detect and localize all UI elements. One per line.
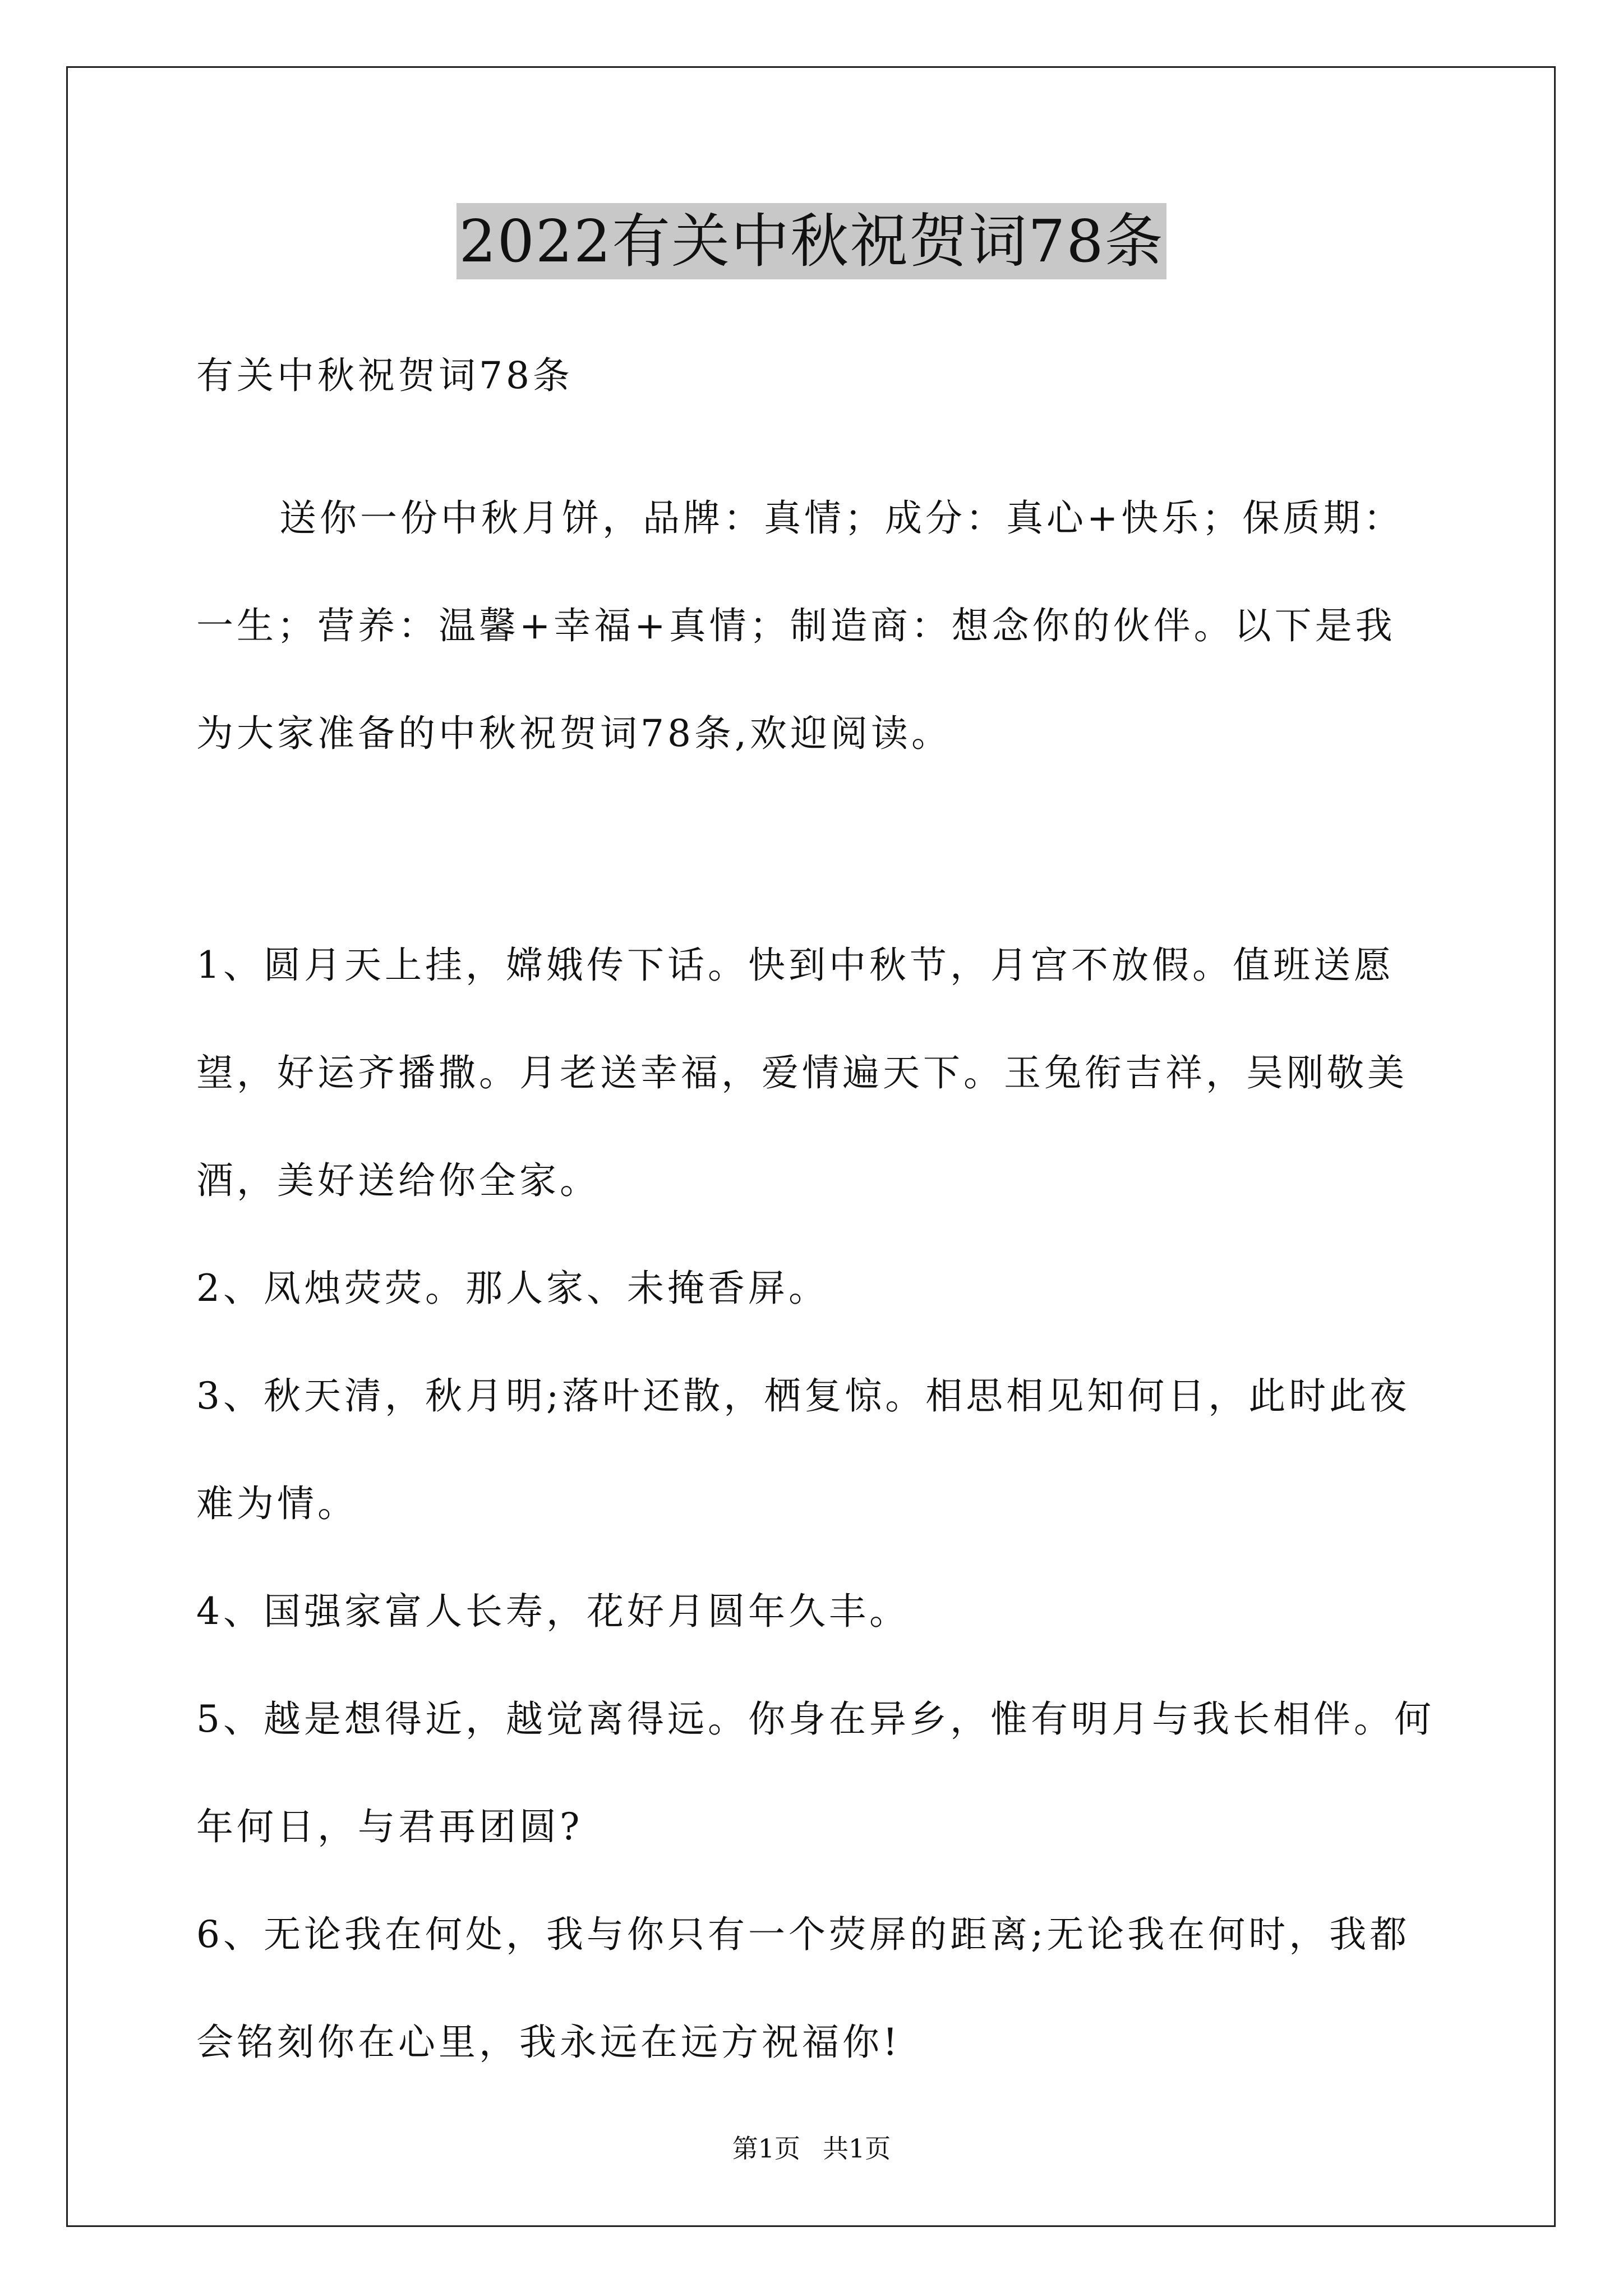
list-item: 4、国强家富人长寿，花好月圆年久丰。	[196, 1590, 910, 1633]
title-container	[0, 203, 1623, 279]
list-item: 3、秋天清，秋月明;落叶还散，栖复惊。相思相见知何日，此时此夜难为情。	[196, 1374, 1410, 1525]
list-item: 5、越是想得近，越觉离得远。你身在异乡，惟有明月与我长相伴。何年何日，与君再团圆?	[196, 1697, 1435, 1848]
page-number: 第1页	[732, 2133, 800, 2164]
list-item: 2、凤烛荧荧。那人家、未掩香屏。	[196, 1267, 829, 1310]
intro-paragraph: 送你一份中秋月饼，品牌：真情；成分：真心+快乐；保质期：一生；营养：温馨+幸福+真情；制造商：想念你的伙伴。以下是我为大家准备的中秋祝贺词78条,欢迎阅读。	[196, 496, 1404, 755]
page-total: 共1页	[823, 2133, 891, 2164]
document-title: 2022有关中秋祝贺词78条	[457, 203, 1166, 279]
greeting-list	[196, 912, 1436, 2096]
list-item: 6、无论我在何处，我与你只有一个荧屏的距离;无论我在何时，我都会铭刻你在心里，我永远在远方祝福你!	[196, 1913, 1410, 2064]
document-subtitle: 有关中秋祝贺词78条	[196, 354, 573, 397]
list-item: 1、圆月天上挂，嫦娥传下话。快到中秋节，月宫不放假。值班送愿望，好运齐播撒。月老送幸福，爱情遍天下。玉兔衔吉祥，吴刚敬美酒，美好送给你全家。	[196, 944, 1408, 1202]
page-footer	[0, 2132, 1623, 2165]
